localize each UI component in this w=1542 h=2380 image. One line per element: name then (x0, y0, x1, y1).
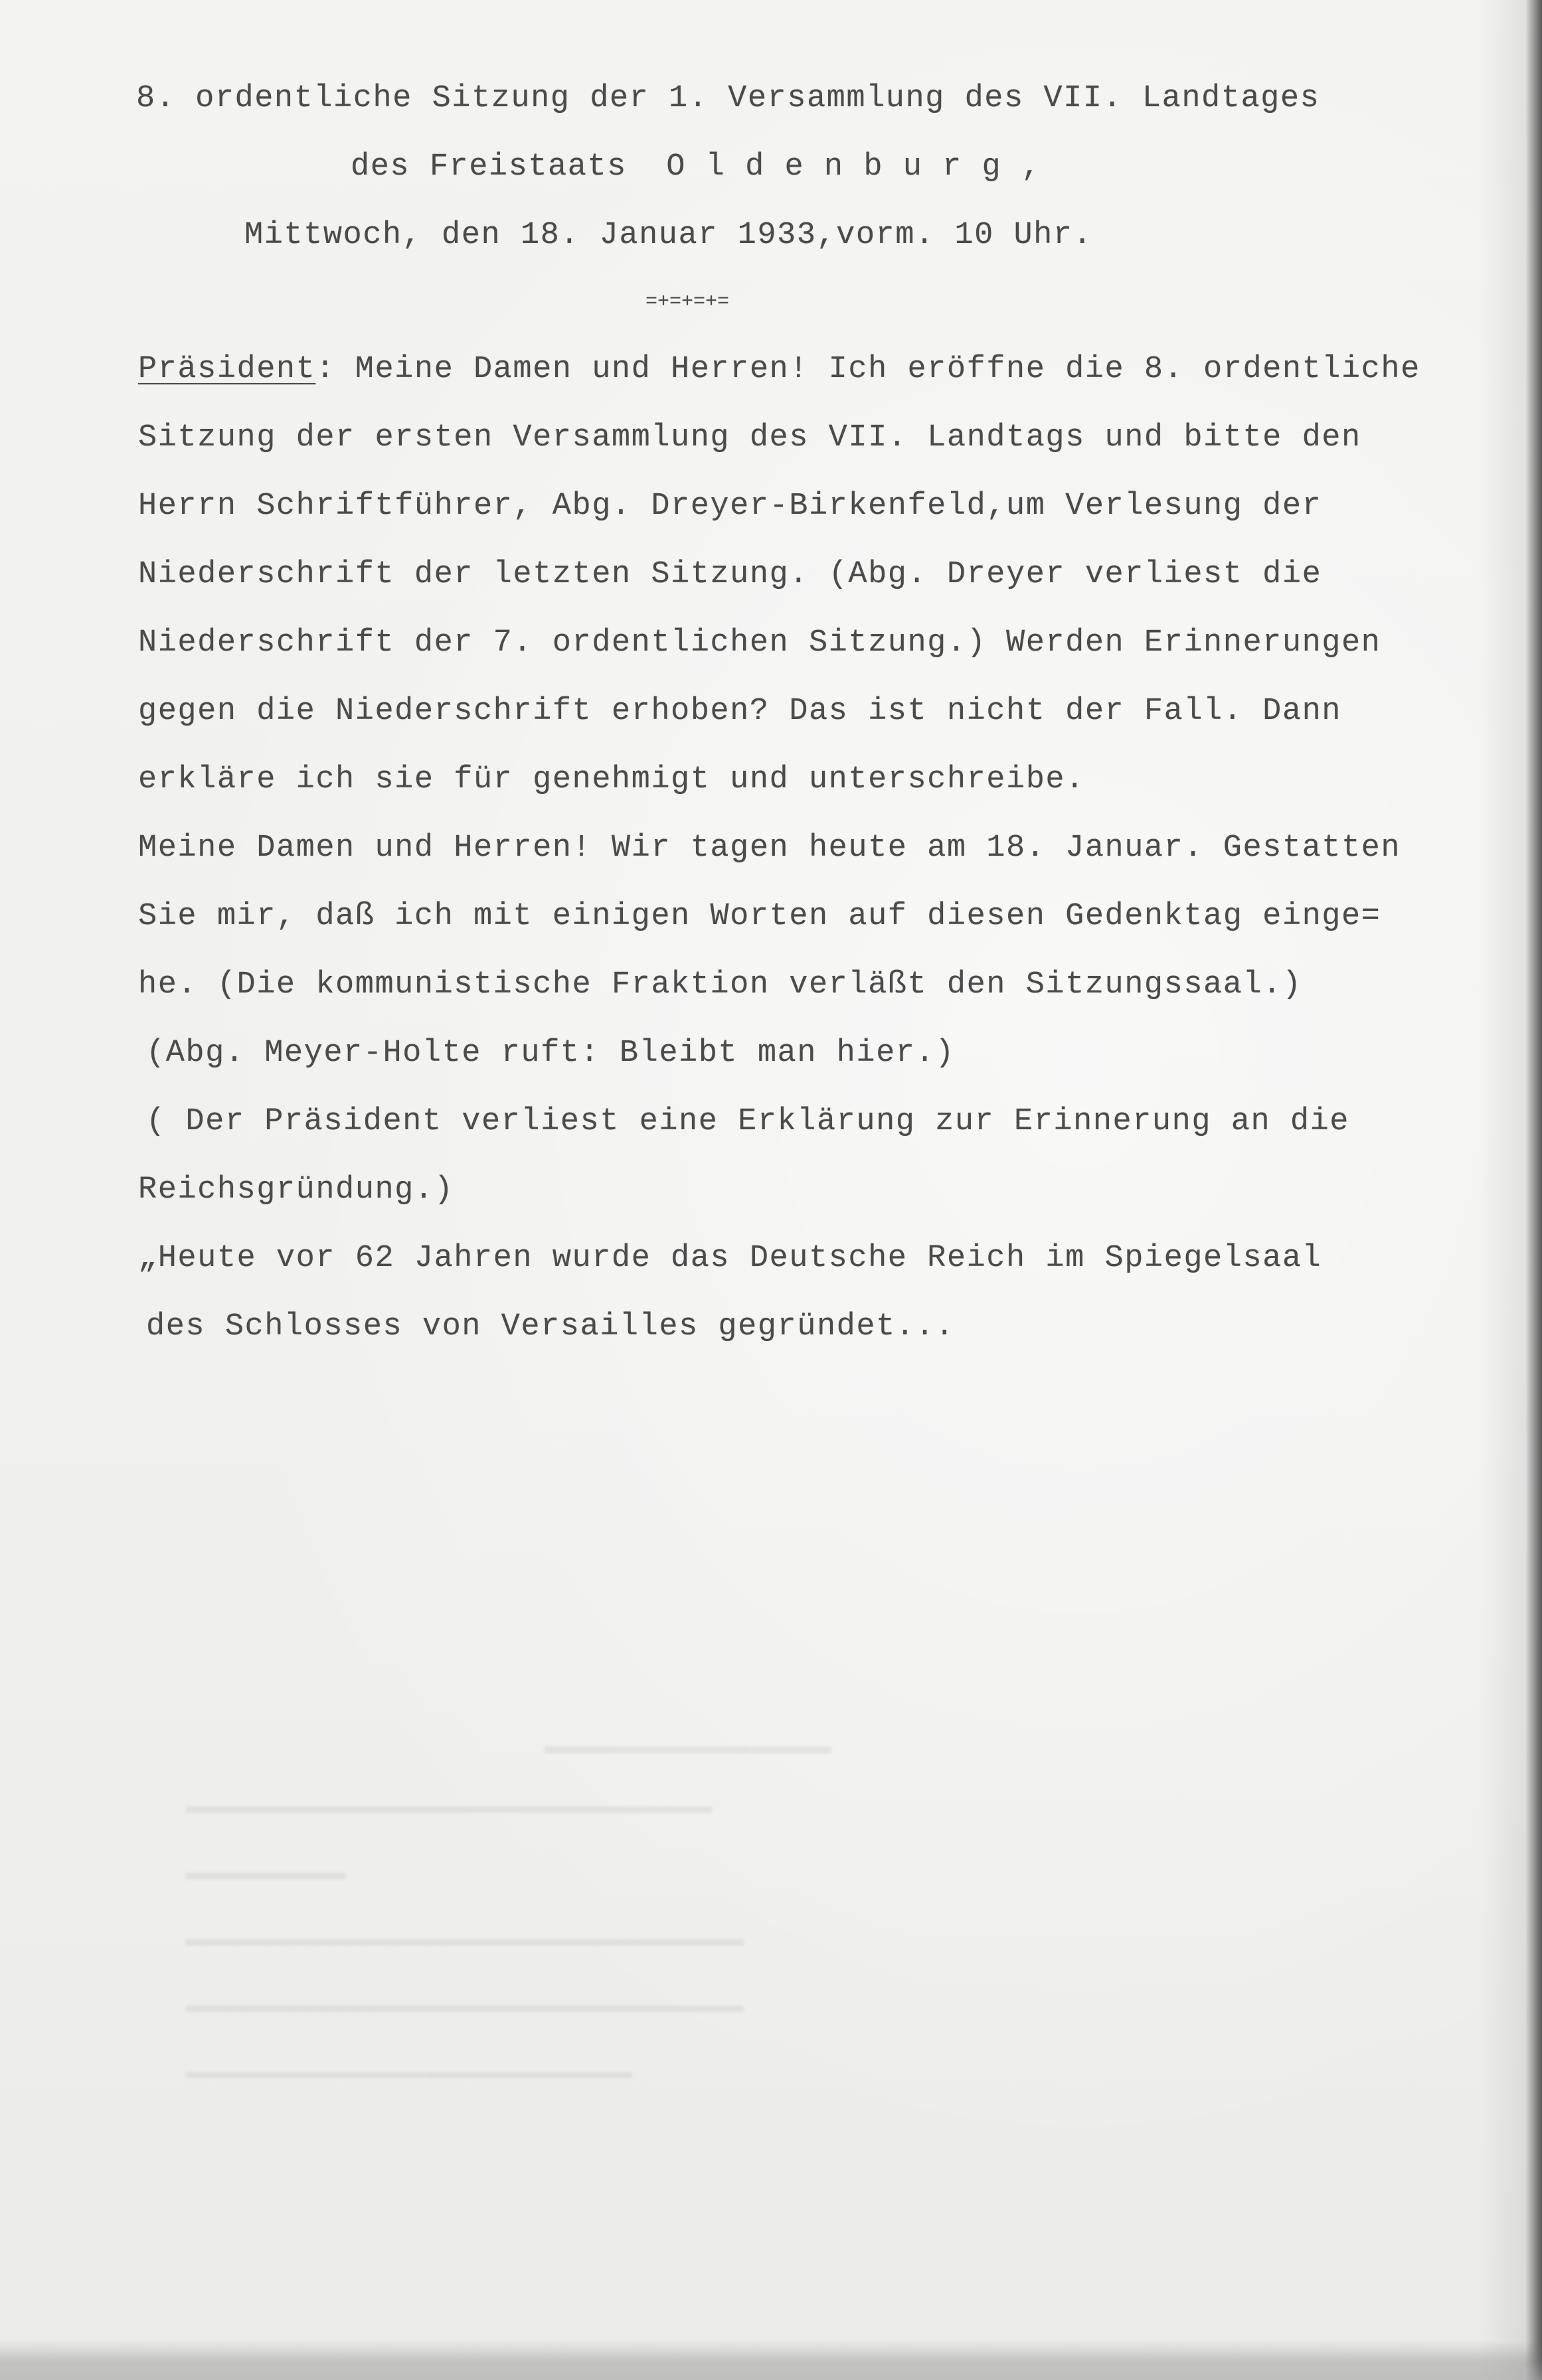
binding-edge (1525, 0, 1542, 2380)
body-line-5: Niederschrift der 7. ordentlichen Sitzung.) Werden Erinnerungen (138, 625, 1381, 661)
body-line-14: „Heute vor 62 Jahren wurde das Deutsche Reich im Spiegelsaal (138, 1241, 1322, 1276)
body-line-3: Herrn Schriftführer, Abg. Dreyer-Birkenfeld,um Verlesung der (138, 489, 1322, 524)
binding-shadow (1478, 0, 1525, 2380)
body-line-1 (138, 352, 1420, 387)
body-line-13: Reichsgründung.) (138, 1172, 454, 1208)
bottom-edge-shadow (0, 2340, 1542, 2380)
bleed-through-ghost: ▬▬▬▬▬▬▬▬▬▬▬▬▬▬▬▬▬▬ (545, 1733, 832, 1763)
body-line-11: (Abg. Meyer-Holte ruft: Bleibt man hier.) (146, 1036, 955, 1071)
body-line-8: Meine Damen und Herren! Wir tagen heute am 18. Januar. Gestatten (138, 831, 1401, 866)
bleed-through-ghost: ▬▬▬▬▬▬▬▬▬▬▬▬▬▬▬▬▬▬▬▬▬▬▬▬▬▬▬▬ (186, 2058, 633, 2088)
body-line-6: gegen die Niederschrift erhoben? Das ist nicht der Fall. Dann (138, 694, 1341, 729)
bleed-through-ghost: ▬▬▬▬▬▬▬▬▬▬▬▬▬▬▬▬▬▬▬▬▬▬▬▬▬▬▬▬▬▬▬▬▬▬▬ (186, 1925, 744, 1955)
body-line-4: Niederschrift der letzten Sitzung. (Abg. Dreyer verliest die (138, 557, 1322, 592)
body-line-7: erkläre ich sie für genehmigt und unterschreibe. (138, 762, 1085, 797)
body-line-10: he. (Die kommunistische Fraktion verläßt den Sitzungssaal.) (138, 967, 1302, 1002)
session-date-line: Mittwoch, den 18. Januar 1933,vorm. 10 Uhr. (244, 218, 1093, 253)
bleed-through-ghost: ▬▬▬▬▬▬▬▬▬▬▬▬▬▬▬▬▬▬▬▬▬▬▬▬▬▬▬▬▬▬▬▬▬▬▬ (186, 1992, 744, 2022)
bleed-through-ghost: ▬▬▬▬▬▬▬▬▬▬ (186, 1859, 346, 1889)
session-heading-line-2: des Freistaats O l d e n b u r g , (351, 149, 1041, 185)
body-line-2: Sitzung der ersten Versammlung des VII. Landtags und bitte den (138, 420, 1361, 455)
speaker-label: Präsident (138, 352, 316, 387)
body-line-9: Sie mir, daß ich mit einigen Worten auf diesen Gedenktag einge= (138, 899, 1381, 934)
section-divider: =+=+=+= (645, 291, 730, 313)
body-line-12: ( Der Präsident verliest eine Erklärung zur Erinnerung an die (146, 1104, 1349, 1139)
session-heading-line-1: 8. ordentliche Sitzung der 1. Versammlung des VII. Landtages (136, 81, 1320, 116)
body-line-15: des Schlosses von Versailles gegründet... (146, 1309, 955, 1344)
bleed-through-ghost: ▬▬▬▬▬▬▬▬▬▬▬▬▬▬▬▬▬▬▬▬▬▬▬▬▬▬▬▬▬▬▬▬▬ (186, 1792, 713, 1822)
speech-text: : Meine Damen und Herren! Ich eröffne die 8. ordentliche (315, 352, 1420, 387)
